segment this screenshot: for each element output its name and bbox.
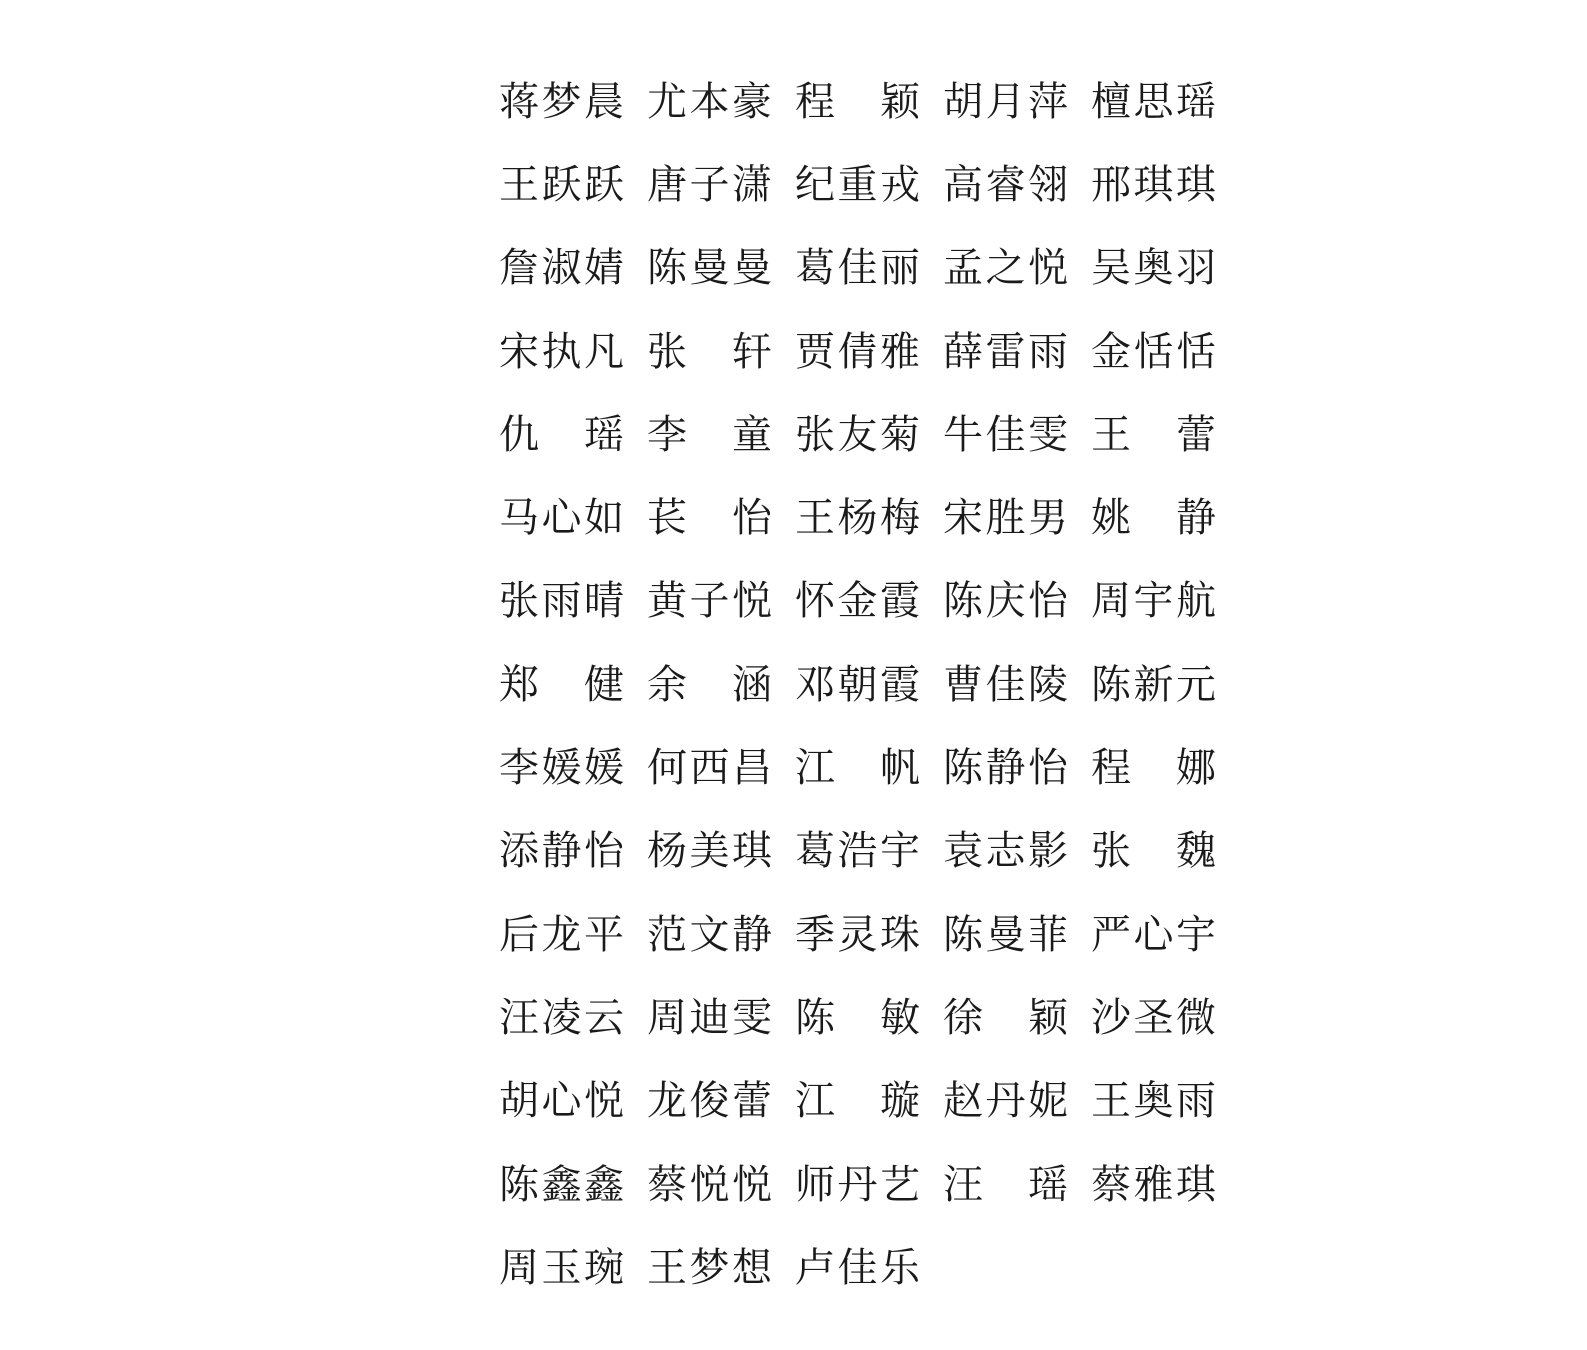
name-entry (794, 828, 921, 875)
name-character: 周 (1091, 578, 1131, 625)
name-character: 张 (795, 411, 835, 458)
name-character: 郑 (499, 661, 539, 708)
name-character: 妮 (1028, 1078, 1068, 1125)
name-entry (794, 745, 921, 792)
name-character: 葛 (795, 245, 835, 292)
name-character: 宇 (1133, 578, 1174, 625)
name-character: 雨 (1176, 1078, 1216, 1125)
name-character: 悦 (732, 578, 772, 625)
name-character: 娜 (1176, 745, 1216, 792)
name-character: 胡 (499, 1078, 539, 1125)
name-entry (942, 578, 1069, 625)
name-entry (942, 1161, 1069, 1209)
name-character: 敏 (880, 994, 920, 1041)
name-character: 奥 (1133, 245, 1174, 292)
name-entry (1090, 578, 1217, 625)
name-character: 朝 (837, 661, 878, 708)
name-character: 沙 (1091, 994, 1131, 1041)
name-character: 尤 (647, 78, 687, 125)
name-entry (942, 1078, 1069, 1125)
name-entry (498, 1078, 625, 1125)
name-character: 璇 (880, 1078, 920, 1125)
name-character: 梦 (541, 78, 582, 125)
name-entry (498, 828, 625, 875)
name-entry (646, 411, 773, 459)
name-character: 本 (689, 78, 730, 125)
name-entry (646, 1078, 773, 1125)
name-character: 王 (499, 161, 539, 208)
name-entry (646, 328, 773, 376)
name-entry (1090, 328, 1217, 376)
name-character: 蕾 (1176, 411, 1216, 458)
name-character: 如 (584, 495, 624, 542)
name-character: 龙 (541, 911, 582, 958)
name-character: 杨 (647, 828, 687, 875)
name-character: 邓 (795, 661, 835, 708)
name-character: 月 (985, 78, 1026, 125)
name-entry (646, 578, 773, 625)
name-character: 严 (1091, 911, 1131, 958)
name-character: 龙 (647, 1078, 687, 1125)
name-character: 心 (541, 1078, 582, 1125)
name-character: 唐 (647, 161, 687, 208)
name-character: 曼 (985, 911, 1026, 958)
name-character: 云 (584, 994, 624, 1041)
name-character: 丽 (880, 245, 920, 292)
name-character: 薛 (943, 328, 983, 375)
name-character: 陵 (1028, 661, 1068, 708)
name-character: 周 (647, 994, 687, 1041)
name-character: 高 (943, 161, 983, 208)
name-character: 袁 (943, 828, 983, 875)
name-row (498, 812, 1238, 895)
name-row (498, 645, 1238, 728)
name-character: 媛 (584, 745, 624, 792)
name-character: 怡 (584, 828, 624, 875)
name-character: 黄 (647, 578, 687, 625)
name-entry (1090, 911, 1217, 959)
name-entry (1090, 745, 1217, 792)
name-character: 帆 (880, 745, 920, 792)
name-character: 蔡 (1091, 1161, 1131, 1208)
name-character: 睿 (985, 161, 1026, 208)
name-entry (794, 1244, 921, 1292)
name-entry (942, 994, 1069, 1042)
name-character: 蒋 (499, 78, 539, 125)
name-character: 邢 (1091, 161, 1131, 208)
name-entry (942, 328, 1069, 376)
name-character: 美 (689, 828, 730, 875)
name-character: 牛 (943, 411, 983, 458)
name-character: 文 (689, 911, 730, 958)
name-entry (498, 578, 625, 625)
name-character: 影 (1028, 828, 1068, 875)
name-entry (498, 745, 625, 792)
name-character: 张 (647, 328, 687, 375)
name-character: 苌 (647, 495, 687, 542)
name-character: 曼 (689, 245, 730, 292)
name-row (498, 145, 1238, 228)
name-character: 宇 (880, 828, 920, 875)
name-entry (942, 245, 1069, 292)
name-entry (646, 161, 773, 209)
name-character: 静 (541, 828, 582, 875)
name-character: 后 (499, 911, 539, 958)
name-entry (498, 911, 625, 959)
name-entry (794, 328, 921, 376)
name-character: 季 (795, 911, 835, 958)
name-character: 陈 (499, 1161, 539, 1208)
name-entry (1090, 661, 1217, 709)
name-character: 琪 (1176, 161, 1216, 208)
name-character: 徐 (943, 994, 983, 1041)
name-character: 怡 (732, 495, 772, 542)
name-character: 孟 (943, 245, 983, 292)
name-entry (1090, 495, 1217, 542)
name-character: 颖 (880, 78, 920, 125)
name-character: 微 (1176, 994, 1216, 1041)
name-character: 想 (732, 1244, 772, 1291)
name-character: 周 (499, 1244, 539, 1291)
name-entry (942, 828, 1069, 875)
name-character: 菊 (880, 411, 920, 458)
name-row (498, 478, 1238, 561)
name-character: 程 (795, 78, 835, 125)
name-entry (498, 328, 625, 376)
name-character: 重 (837, 161, 878, 208)
name-character: 子 (689, 578, 730, 625)
name-character: 胜 (985, 495, 1026, 542)
name-entry (1090, 994, 1217, 1042)
name-character: 鑫 (584, 1161, 624, 1208)
name-character: 梦 (689, 1244, 730, 1291)
name-character: 童 (732, 411, 772, 458)
name-entry (942, 78, 1069, 126)
name-character: 羽 (1176, 245, 1216, 292)
name-entry (646, 1161, 773, 1209)
name-character: 蕾 (732, 1078, 772, 1125)
name-character: 之 (985, 245, 1026, 292)
name-character: 佳 (837, 1244, 878, 1291)
name-entry (794, 911, 921, 959)
name-character: 瑶 (1176, 78, 1216, 125)
name-character: 婧 (584, 245, 624, 292)
name-character: 潇 (732, 161, 772, 208)
name-character: 西 (689, 745, 730, 792)
name-entry (1090, 1078, 1217, 1125)
name-entry (498, 1244, 625, 1292)
name-character: 霞 (880, 661, 920, 708)
name-entry (1090, 245, 1217, 292)
name-character: 平 (584, 911, 624, 958)
name-row (498, 62, 1238, 145)
name-character: 纪 (795, 161, 835, 208)
name-character: 陈 (943, 745, 983, 792)
name-character: 翎 (1028, 161, 1068, 208)
name-character: 陈 (943, 911, 983, 958)
name-entry (646, 994, 773, 1042)
name-entry (794, 495, 921, 542)
name-entry (646, 661, 773, 709)
name-character: 梅 (880, 495, 920, 542)
name-character: 宋 (943, 495, 983, 542)
name-character: 雯 (732, 994, 772, 1041)
name-character: 悦 (584, 1078, 624, 1125)
name-character: 庆 (985, 578, 1026, 625)
name-character: 执 (541, 328, 582, 375)
name-character: 凌 (541, 994, 582, 1041)
name-character: 涵 (732, 661, 772, 708)
name-entry (498, 411, 625, 459)
name-character: 雅 (880, 328, 920, 375)
name-character: 琪 (1176, 1161, 1216, 1208)
name-character: 王 (647, 1244, 687, 1291)
name-character: 姚 (1091, 495, 1131, 542)
name-character: 丹 (985, 1078, 1026, 1125)
name-character: 金 (1091, 328, 1131, 375)
name-character: 萍 (1028, 78, 1068, 125)
name-character: 佳 (985, 411, 1026, 458)
name-entry (498, 661, 625, 709)
name-entry (646, 1244, 773, 1292)
name-character: 李 (647, 411, 687, 458)
name-character: 男 (1028, 495, 1068, 542)
name-character: 戎 (880, 161, 920, 208)
name-entry (1090, 411, 1217, 459)
name-entry (498, 245, 625, 292)
name-character: 曹 (943, 661, 983, 708)
name-character: 新 (1133, 661, 1174, 708)
name-character: 雯 (1028, 411, 1068, 458)
name-entry (1090, 78, 1217, 126)
name-entry (942, 745, 1069, 792)
name-character: 马 (499, 495, 539, 542)
name-row (498, 1228, 1238, 1311)
name-entry (794, 78, 921, 126)
name-character: 淑 (541, 245, 582, 292)
name-row (498, 562, 1238, 645)
name-character: 雅 (1133, 1161, 1174, 1208)
name-character: 卢 (795, 1244, 835, 1291)
name-entry (794, 1161, 921, 1209)
name-character: 乐 (880, 1244, 920, 1291)
name-entry (794, 661, 921, 709)
name-entry (498, 1161, 625, 1209)
name-character: 昌 (732, 745, 772, 792)
name-entry (794, 411, 921, 459)
name-list (498, 62, 1238, 1311)
name-character: 詹 (499, 245, 539, 292)
name-character: 汪 (499, 994, 539, 1041)
name-entry (794, 245, 921, 292)
name-character: 金 (837, 578, 878, 625)
name-character: 佳 (837, 245, 878, 292)
name-character: 宇 (1176, 911, 1216, 958)
name-character: 迪 (689, 994, 730, 1041)
name-character: 俊 (689, 1078, 730, 1125)
name-entry (646, 911, 773, 959)
name-character: 圣 (1133, 994, 1174, 1041)
name-character: 张 (499, 578, 539, 625)
name-character: 怡 (1028, 745, 1068, 792)
name-character: 王 (795, 495, 835, 542)
name-entry (942, 661, 1069, 709)
name-entry (498, 161, 625, 209)
name-row (498, 1062, 1238, 1145)
name-entry (1090, 1161, 1217, 1209)
name-row (498, 1145, 1238, 1228)
name-character: 师 (795, 1161, 835, 1208)
name-character: 元 (1176, 661, 1216, 708)
name-character: 赵 (943, 1078, 983, 1125)
name-character: 李 (499, 745, 539, 792)
name-row (498, 395, 1238, 478)
name-entry (498, 994, 625, 1042)
name-character: 雷 (985, 328, 1026, 375)
name-row (498, 978, 1238, 1061)
name-entry (1090, 161, 1217, 209)
name-character: 晴 (584, 578, 624, 625)
name-character: 健 (584, 661, 624, 708)
name-entry (794, 1078, 921, 1125)
name-character: 仇 (499, 411, 539, 458)
name-character: 佳 (985, 661, 1026, 708)
name-character: 跃 (584, 161, 624, 208)
name-character: 静 (732, 911, 772, 958)
name-character: 志 (985, 828, 1026, 875)
name-character: 菲 (1028, 911, 1068, 958)
name-character: 何 (647, 745, 687, 792)
name-entry (646, 828, 773, 875)
name-character: 葛 (795, 828, 835, 875)
name-character: 跃 (541, 161, 582, 208)
name-character: 宋 (499, 328, 539, 375)
name-character: 胡 (943, 78, 983, 125)
name-entry (942, 161, 1069, 209)
name-character: 子 (689, 161, 730, 208)
name-character: 添 (499, 828, 539, 875)
name-character: 王 (1091, 1078, 1131, 1125)
name-character: 丹 (837, 1161, 878, 1208)
name-character: 轩 (732, 328, 772, 375)
name-entry (498, 495, 625, 542)
name-character: 陈 (647, 245, 687, 292)
name-character: 心 (541, 495, 582, 542)
name-character: 瑶 (584, 411, 624, 458)
name-character: 浩 (837, 828, 878, 875)
name-entry (646, 78, 773, 126)
name-character: 静 (985, 745, 1026, 792)
name-character: 王 (1091, 411, 1131, 458)
name-character: 琬 (584, 1244, 624, 1291)
name-entry (794, 161, 921, 209)
name-entry (646, 495, 773, 542)
name-entry (794, 578, 921, 625)
name-character: 思 (1133, 78, 1174, 125)
name-entry (942, 495, 1069, 542)
name-character: 陈 (1091, 661, 1131, 708)
name-character: 航 (1176, 578, 1216, 625)
name-row (498, 895, 1238, 978)
name-character: 心 (1133, 911, 1174, 958)
name-character: 雨 (541, 578, 582, 625)
name-row (498, 728, 1238, 811)
name-character: 豪 (732, 78, 772, 125)
name-character: 江 (795, 1078, 835, 1125)
name-character: 檀 (1091, 78, 1131, 125)
name-character: 怡 (1028, 578, 1068, 625)
name-character: 颖 (1028, 994, 1068, 1041)
name-character: 媛 (541, 745, 582, 792)
name-character: 魏 (1176, 828, 1216, 875)
name-character: 怀 (795, 578, 835, 625)
name-character: 恬 (1176, 328, 1216, 375)
name-entry (942, 911, 1069, 959)
name-character: 贾 (795, 328, 835, 375)
name-character: 雨 (1028, 328, 1068, 375)
name-entry (498, 78, 625, 126)
name-character: 灵 (837, 911, 878, 958)
name-character: 玉 (541, 1244, 582, 1291)
name-entry (646, 745, 773, 792)
name-character: 张 (1091, 828, 1131, 875)
name-row (498, 312, 1238, 395)
name-character: 倩 (837, 328, 878, 375)
name-character: 陈 (943, 578, 983, 625)
name-character: 霞 (880, 578, 920, 625)
name-character: 汪 (943, 1161, 983, 1208)
name-character: 凡 (584, 328, 624, 375)
name-row (498, 229, 1238, 312)
name-character: 静 (1176, 495, 1216, 542)
name-character: 鑫 (541, 1161, 582, 1208)
name-entry (646, 245, 773, 292)
name-character: 范 (647, 911, 687, 958)
name-character: 琪 (732, 828, 772, 875)
name-character: 曼 (732, 245, 772, 292)
name-entry (794, 994, 921, 1042)
name-character: 晨 (584, 78, 624, 125)
name-character: 江 (795, 745, 835, 792)
name-character: 珠 (880, 911, 920, 958)
name-character: 程 (1091, 745, 1131, 792)
name-entry (942, 411, 1069, 459)
name-character: 悦 (732, 1161, 772, 1208)
name-character: 杨 (837, 495, 878, 542)
name-character: 余 (647, 661, 687, 708)
name-character: 悦 (689, 1161, 730, 1208)
name-entry (1090, 828, 1217, 875)
name-character: 悦 (1028, 245, 1068, 292)
name-character: 琪 (1133, 161, 1174, 208)
name-character: 陈 (795, 994, 835, 1041)
name-character: 奥 (1133, 1078, 1174, 1125)
name-character: 蔡 (647, 1161, 687, 1208)
name-character: 艺 (880, 1161, 920, 1208)
name-character: 友 (837, 411, 878, 458)
name-character: 瑶 (1028, 1161, 1068, 1208)
name-character: 吴 (1091, 245, 1131, 292)
name-character: 恬 (1133, 328, 1174, 375)
